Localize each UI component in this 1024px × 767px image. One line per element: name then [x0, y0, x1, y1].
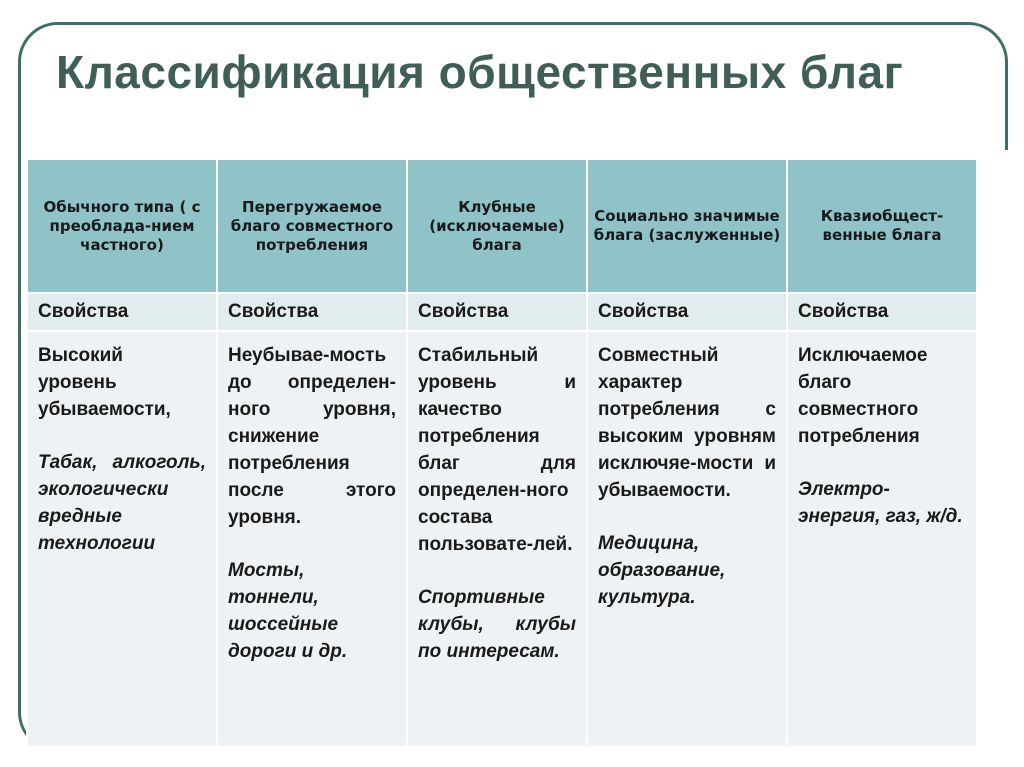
- content-cell: [588, 332, 786, 746]
- content-cell: [28, 332, 216, 746]
- slide-title: Классификация общественных благ: [56, 46, 904, 98]
- property-description: Стабильный уровень и качество потребления благ для определен-ного состава пользовате-лей.: [418, 345, 576, 555]
- header-cell: Квазиобщест-венные блага: [788, 160, 976, 292]
- property-description: Исключаемое благо совместного потребления: [798, 345, 928, 447]
- examples-text: Табак, алкоголь, экологически вредные технологии: [38, 452, 206, 554]
- content-cell: [788, 332, 976, 746]
- property-label: Свойства: [788, 294, 976, 330]
- examples-text: Медицина, образование, культура.: [598, 533, 726, 608]
- property-label: Свойства: [218, 294, 406, 330]
- property-description: Неубывае-мость до определен-ного уровня, снижение потребления после этого уровня.: [228, 345, 396, 528]
- property-label: Свойства: [28, 294, 216, 330]
- header-row: [28, 160, 976, 292]
- examples-text: Электро-энергия, газ, ж/д.: [798, 479, 963, 527]
- header-cell: Социально значимые блага (заслуженные): [588, 160, 786, 292]
- examples-text: Спортивные клубы, клубы по интересам.: [418, 587, 576, 662]
- examples-text: Мосты, тоннели, шоссейные дороги и др.: [228, 560, 348, 662]
- property-description: Совместный характер потребления с высоким уровням исключяе-мости и убываемости.: [598, 345, 776, 501]
- content-row: [28, 332, 976, 746]
- property-label: Свойства: [588, 294, 786, 330]
- content-cell: [218, 332, 406, 746]
- header-cell: Клубные (исключаемые) блага: [408, 160, 586, 292]
- classification-table: [26, 158, 978, 748]
- property-description: Высокий уровень убываемости,: [38, 345, 171, 420]
- header-cell: Обычного типа ( с преоблада-нием частного): [28, 160, 216, 292]
- properties-row: [28, 294, 976, 330]
- content-cell: [408, 332, 586, 746]
- property-label: Свойства: [408, 294, 586, 330]
- header-cell: Перегружаемое благо совместного потребления: [218, 160, 406, 292]
